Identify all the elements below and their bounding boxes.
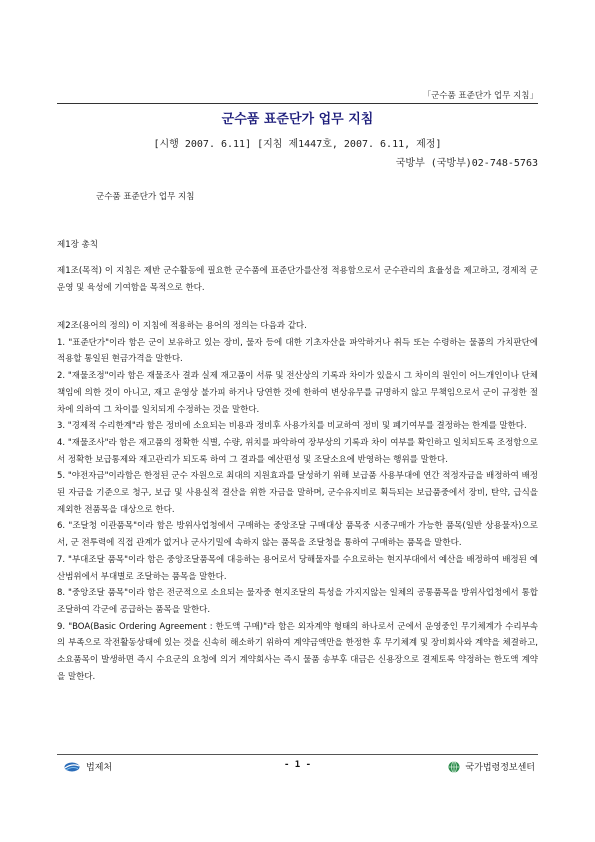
ministry-contact: 국방부 (국방부)02-748-5763 (395, 158, 538, 169)
page-number: - 1 - (283, 760, 312, 770)
header-divider (57, 103, 538, 104)
article-1 (57, 263, 538, 296)
footer-right (448, 760, 535, 773)
definition-item: 1. "표준단가"이라 함은 군이 보유하고 있는 장비, 물자 등에 대한 기초자산을 파악하거나 취득 또는 수령하는 물품의 가치판단에 적용할 통일된 현금가격을 말한다. (57, 337, 538, 365)
definition-item: 4. "재물조사"라 함은 재고품의 정확한 식별, 수량, 위치를 파악하여 장부상의 기록과 차이 여부를 확인하고 일치되도록 조정함으로서 정확한 보급통제와 재고관리가 되도록 하여 그 결과를 예산편성 및 조달소요에 반영하는 행위를 말한다. (57, 437, 538, 465)
definition-item: 5. "야전자금"이라함은 한정된 군수 자원으로 최대의 지원효과를 달성하기 위해 보급품 사용부대에 연간 적정자금을 배정하여 배정된 자금을 기준으로 청구, 보급 및 사용실적 결산을 위한 자금을 말하며, 군수유지비로 획득되는 보급품중에서 장비, 탄약, 급식을 제외한 전품목을 대상으로 한다. (57, 471, 538, 515)
footer-right-label: 국가법령정보센터 (465, 763, 535, 773)
article-1-text: 제1조(목적) 이 지침은 제반 군수활동에 필요한 군수품에 표준단가를산정 적용함으로서 군수관리의 효율성을 제고하고, 경제적 군 운영 및 육성에 기여함을 목적으로 한다. (57, 266, 538, 293)
definition-item: 3. "경제적 수리한계"라 함은 정비에 소요되는 비용과 정비후 사용가치를 비교하여 정비 및 폐기여부를 결정하는 한계를 말한다. (57, 421, 527, 432)
article-2 (57, 318, 538, 685)
definition-item: 2. "재물조정"이라 함은 재물조사 결과 실제 재고품이 서류 및 전산상의 기록과 차이가 있을시 그 차이의 원인이 어느개인이나 단체 책임에 의한 것이 아니고, 재고 운영상 불가피 하거나 당연한 것에 한하여 변상유무를 규명하지 않고 무책임으로서 군이 규정한 절차에 의하여 그 차이를 일치되게 수정하는 것을 말한다. (57, 371, 538, 415)
globe-logo-icon (448, 761, 460, 773)
enactment-info: [시행 2007. 6.11] [지침 제1447호, 2007. 6.11, 제정] (153, 139, 442, 150)
definition-item: 8. "중앙조달 품목"이라 함은 전군적으로 소요되는 물자중 현지조달의 특성을 가지지않는 일체의 공통품목을 방위사업청에서 통합 조달하여 각군에 공급하는 품목을 말한다. (57, 588, 538, 615)
definition-item: 7. "부대조달 품목"이라 함은 중앙조달품목에 대응하는 용어로서 당해물자를 수요로하는 현지부대에서 예산을 배정하여 배정된 예산범위에서 부대별로 조달하는 품목을 말한다. (57, 554, 538, 582)
document-title: 군수품 표준단가 업무 지침 (221, 112, 374, 127)
body-title: 군수품 표준단가 업무 지침 (96, 192, 195, 202)
footer-left-label: 법제처 (86, 763, 113, 773)
definition-item: 6. "조달청 이관품목"이라 함은 방위사업청에서 구매하는 중앙조달 구매대상 품목중 시중구매가 가능한 품목(일반 상용물자)으로서, 군 전투력에 직접 관계가 없거나 군사기밀에 속하지 않는 품목을 조달청을 통하여 구매하는 품목을 말한다. (57, 521, 538, 549)
header-reference: 「군수품 표준단가 업무 지침」 (422, 91, 538, 101)
definition-item: 9. "BOA(Basic Ordering Agreement : 한도액 구매)"라 함은 외자계약 형태의 하나로서 군에서 운영중인 무기체계가 수리부속의 부족으로 작전활동상태에 있는 것을 신속히 해소하기 위하여 계약금액만을 한정한 후 무기체계 및 장비회사와 계약을 체결하고, 소요품목이 발생하면 즉시 수요군의 요청에 의거 계약회사는 즉시 물품 송부후 대금은 신용장으로 결제토록 약정하는 한도액 계약을 말한다. (57, 621, 538, 682)
chapter-heading: 제1장 총칙 (57, 240, 98, 250)
article-2-intro: 제2조(용어의 정의) 이 지침에 적용하는 용어의 정의는 다음과 같다. (57, 321, 307, 331)
footer-divider (57, 754, 538, 755)
